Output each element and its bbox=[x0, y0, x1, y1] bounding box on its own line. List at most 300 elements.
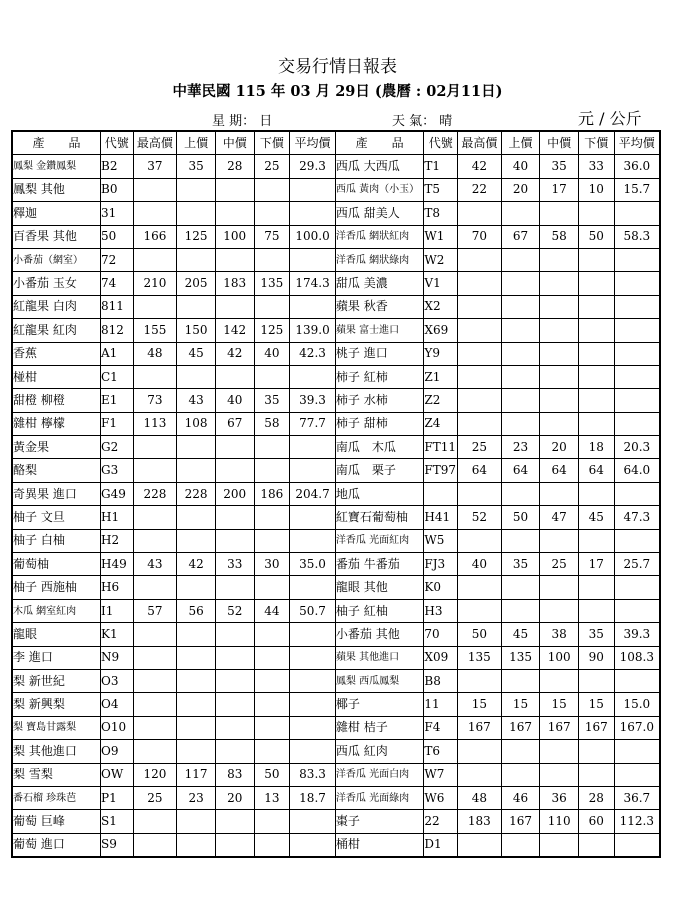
upper-price bbox=[501, 482, 540, 505]
mid-price bbox=[215, 833, 254, 857]
upper-price bbox=[501, 319, 540, 342]
product-code: 812 bbox=[101, 319, 134, 342]
table-row bbox=[12, 178, 660, 201]
upper-price: 15 bbox=[501, 693, 540, 716]
product-name: 木瓜 網室紅肉 bbox=[12, 599, 101, 622]
lower-price bbox=[254, 669, 290, 692]
mid-price: 183 bbox=[215, 272, 254, 295]
product-code: V1 bbox=[424, 272, 458, 295]
max-price bbox=[133, 740, 177, 763]
product-name: 奇異果 進口 bbox=[12, 482, 101, 505]
avg-price: 35.0 bbox=[290, 553, 336, 576]
upper-price bbox=[177, 248, 216, 271]
product-code: H1 bbox=[101, 506, 134, 529]
product-name: 梨 其他進口 bbox=[12, 740, 101, 763]
product-code: S9 bbox=[101, 833, 134, 857]
product-name: 釋迦 bbox=[12, 202, 101, 225]
avg-price: 36.0 bbox=[614, 155, 660, 178]
product-name: 酪梨 bbox=[12, 459, 101, 482]
avg-price bbox=[290, 669, 336, 692]
avg-price: 47.3 bbox=[614, 506, 660, 529]
product-name: 南瓜 木瓜 bbox=[335, 436, 424, 459]
mid-price: 15 bbox=[540, 693, 579, 716]
lower-price bbox=[579, 599, 615, 622]
table-row bbox=[12, 716, 660, 739]
mid-price bbox=[215, 295, 254, 318]
lower-price: 90 bbox=[579, 646, 615, 669]
mid-price bbox=[215, 202, 254, 225]
product-code: T6 bbox=[424, 740, 458, 763]
avg-price bbox=[290, 693, 336, 716]
lower-price: 135 bbox=[254, 272, 290, 295]
column-header-upper-price: 上價 bbox=[501, 131, 540, 155]
avg-price: 167.0 bbox=[614, 716, 660, 739]
mid-price bbox=[215, 248, 254, 271]
max-price: 166 bbox=[133, 225, 177, 248]
product-code: FT97 bbox=[424, 459, 458, 482]
max-price: 25 bbox=[133, 786, 177, 809]
max-price bbox=[457, 202, 501, 225]
max-price: 42 bbox=[457, 155, 501, 178]
product-name: 南瓜 栗子 bbox=[335, 459, 424, 482]
table-row bbox=[12, 225, 660, 248]
max-price: 155 bbox=[133, 319, 177, 342]
mid-price bbox=[215, 810, 254, 833]
table-row bbox=[12, 459, 660, 482]
avg-price: 83.3 bbox=[290, 763, 336, 786]
mid-price bbox=[540, 576, 579, 599]
product-code: E1 bbox=[101, 389, 134, 412]
mid-price bbox=[215, 576, 254, 599]
avg-price bbox=[290, 646, 336, 669]
upper-price bbox=[501, 202, 540, 225]
product-code: H49 bbox=[101, 553, 134, 576]
max-price: 25 bbox=[457, 436, 501, 459]
max-price bbox=[133, 646, 177, 669]
lower-price bbox=[579, 576, 615, 599]
avg-price: 58.3 bbox=[614, 225, 660, 248]
product-code: H41 bbox=[424, 506, 458, 529]
product-code: 50 bbox=[101, 225, 134, 248]
product-name: 葡萄 巨峰 bbox=[12, 810, 101, 833]
mid-price bbox=[540, 272, 579, 295]
upper-price bbox=[501, 295, 540, 318]
mid-price: 200 bbox=[215, 482, 254, 505]
mid-price bbox=[215, 436, 254, 459]
max-price: 37 bbox=[133, 155, 177, 178]
lower-price bbox=[579, 529, 615, 552]
upper-price bbox=[177, 436, 216, 459]
product-name: 百香果 其他 bbox=[12, 225, 101, 248]
avg-price bbox=[290, 529, 336, 552]
avg-price bbox=[614, 763, 660, 786]
product-name: 甜橙 柳橙 bbox=[12, 389, 101, 412]
max-price bbox=[457, 365, 501, 388]
product-name: 椰子 bbox=[335, 693, 424, 716]
avg-price: 50.7 bbox=[290, 599, 336, 622]
lower-price: 33 bbox=[579, 155, 615, 178]
lower-price: 45 bbox=[579, 506, 615, 529]
product-code: H2 bbox=[101, 529, 134, 552]
avg-price bbox=[290, 295, 336, 318]
product-name: 柿子 甜柿 bbox=[335, 412, 424, 435]
upper-price: 35 bbox=[177, 155, 216, 178]
avg-price: 204.7 bbox=[290, 482, 336, 505]
lower-price bbox=[579, 272, 615, 295]
mid-price bbox=[540, 529, 579, 552]
lower-price: 28 bbox=[579, 786, 615, 809]
product-code: P1 bbox=[101, 786, 134, 809]
mid-price bbox=[540, 412, 579, 435]
avg-price bbox=[614, 529, 660, 552]
max-price bbox=[133, 576, 177, 599]
product-name: 西瓜 大西瓜 bbox=[335, 155, 424, 178]
table-row bbox=[12, 272, 660, 295]
upper-price bbox=[501, 576, 540, 599]
upper-price: 45 bbox=[501, 623, 540, 646]
product-name: 龍眼 bbox=[12, 623, 101, 646]
product-code: Z2 bbox=[424, 389, 458, 412]
product-name: 西瓜 紅肉 bbox=[335, 740, 424, 763]
avg-price: 36.7 bbox=[614, 786, 660, 809]
lower-price: 35 bbox=[254, 389, 290, 412]
product-code: W7 bbox=[424, 763, 458, 786]
product-code: T5 bbox=[424, 178, 458, 201]
upper-price: 46 bbox=[501, 786, 540, 809]
mid-price bbox=[540, 763, 579, 786]
column-header-lower-price: 下價 bbox=[254, 131, 290, 155]
product-name: 紅龍果 紅肉 bbox=[12, 319, 101, 342]
upper-price bbox=[177, 202, 216, 225]
product-code: 11 bbox=[424, 693, 458, 716]
column-header-max-price: 最高價 bbox=[457, 131, 501, 155]
lower-price bbox=[254, 178, 290, 201]
upper-price: 23 bbox=[501, 436, 540, 459]
product-name: 洋香瓜 網狀紅肉 bbox=[335, 225, 424, 248]
lower-price: 50 bbox=[254, 763, 290, 786]
max-price: 70 bbox=[457, 225, 501, 248]
max-price bbox=[457, 272, 501, 295]
mid-price: 142 bbox=[215, 319, 254, 342]
upper-price bbox=[177, 740, 216, 763]
table-row bbox=[12, 646, 660, 669]
avg-price: 139.0 bbox=[290, 319, 336, 342]
weather-label: 天 氣： 晴 bbox=[392, 114, 453, 129]
product-name: 鳳梨 其他 bbox=[12, 178, 101, 201]
mid-price bbox=[540, 833, 579, 857]
upper-price: 40 bbox=[501, 155, 540, 178]
mid-price bbox=[540, 389, 579, 412]
product-code: 31 bbox=[101, 202, 134, 225]
product-name: 洋香瓜 光面白肉 bbox=[335, 763, 424, 786]
max-price bbox=[133, 669, 177, 692]
max-price: 210 bbox=[133, 272, 177, 295]
lower-price bbox=[254, 202, 290, 225]
max-price bbox=[133, 436, 177, 459]
avg-price bbox=[290, 436, 336, 459]
mid-price: 17 bbox=[540, 178, 579, 201]
avg-price: 15.7 bbox=[614, 178, 660, 201]
table-row bbox=[12, 389, 660, 412]
max-price bbox=[133, 529, 177, 552]
mid-price bbox=[540, 319, 579, 342]
upper-price bbox=[177, 810, 216, 833]
max-price bbox=[457, 669, 501, 692]
mid-price: 25 bbox=[540, 553, 579, 576]
lower-price: 15 bbox=[579, 693, 615, 716]
avg-price bbox=[290, 248, 336, 271]
table-body bbox=[12, 155, 660, 857]
product-name: 柚子 紅柚 bbox=[335, 599, 424, 622]
product-name: 小番茄 玉女 bbox=[12, 272, 101, 295]
column-header-code: 代號 bbox=[101, 131, 134, 155]
mid-price bbox=[540, 202, 579, 225]
table-row bbox=[12, 740, 660, 763]
table-row bbox=[12, 365, 660, 388]
avg-price: 25.7 bbox=[614, 553, 660, 576]
upper-price: 23 bbox=[177, 786, 216, 809]
product-code: F1 bbox=[101, 412, 134, 435]
product-code: B2 bbox=[101, 155, 134, 178]
mid-price bbox=[540, 248, 579, 271]
table-row bbox=[12, 155, 660, 178]
max-price bbox=[133, 295, 177, 318]
product-code: OW bbox=[101, 763, 134, 786]
lower-price bbox=[254, 506, 290, 529]
upper-price bbox=[177, 529, 216, 552]
upper-price bbox=[501, 389, 540, 412]
mid-price: 167 bbox=[540, 716, 579, 739]
lower-price: 10 bbox=[579, 178, 615, 201]
product-name: 蘋果 秋香 bbox=[335, 295, 424, 318]
product-name: 紅龍果 白肉 bbox=[12, 295, 101, 318]
lower-price: 17 bbox=[579, 553, 615, 576]
mid-price: 67 bbox=[215, 412, 254, 435]
mid-price: 110 bbox=[540, 810, 579, 833]
mid-price bbox=[540, 740, 579, 763]
upper-price bbox=[177, 716, 216, 739]
product-name: 柚子 文旦 bbox=[12, 506, 101, 529]
column-header-max-price: 最高價 bbox=[133, 131, 177, 155]
upper-price: 45 bbox=[177, 342, 216, 365]
lower-price: 64 bbox=[579, 459, 615, 482]
upper-price: 43 bbox=[177, 389, 216, 412]
product-code: K1 bbox=[101, 623, 134, 646]
lower-price bbox=[579, 248, 615, 271]
product-code: W2 bbox=[424, 248, 458, 271]
table-header-row bbox=[12, 131, 660, 155]
upper-price: 42 bbox=[177, 553, 216, 576]
max-price bbox=[133, 365, 177, 388]
product-code: FJ3 bbox=[424, 553, 458, 576]
product-name: 龍眼 其他 bbox=[335, 576, 424, 599]
upper-price: 50 bbox=[501, 506, 540, 529]
lower-price bbox=[254, 295, 290, 318]
product-name: 柚子 西施柚 bbox=[12, 576, 101, 599]
upper-price: 67 bbox=[501, 225, 540, 248]
lower-price: 50 bbox=[579, 225, 615, 248]
product-name: 梨 雪梨 bbox=[12, 763, 101, 786]
lower-price: 13 bbox=[254, 786, 290, 809]
product-code: S1 bbox=[101, 810, 134, 833]
upper-price bbox=[501, 248, 540, 271]
lower-price bbox=[254, 693, 290, 716]
product-code: W5 bbox=[424, 529, 458, 552]
upper-price bbox=[501, 365, 540, 388]
lower-price bbox=[254, 740, 290, 763]
avg-price bbox=[614, 740, 660, 763]
upper-price bbox=[177, 576, 216, 599]
mid-price bbox=[215, 365, 254, 388]
product-name: 黃金果 bbox=[12, 436, 101, 459]
avg-price bbox=[290, 740, 336, 763]
product-name: 洋香瓜 光面紅肉 bbox=[335, 529, 424, 552]
upper-price bbox=[501, 669, 540, 692]
mid-price: 20 bbox=[540, 436, 579, 459]
table-row bbox=[12, 553, 660, 576]
table-row bbox=[12, 248, 660, 271]
report-title: 交易行情日報表 bbox=[278, 57, 397, 77]
avg-price bbox=[614, 669, 660, 692]
lower-price bbox=[254, 365, 290, 388]
product-code: F4 bbox=[424, 716, 458, 739]
upper-price: 167 bbox=[501, 716, 540, 739]
mid-price bbox=[215, 506, 254, 529]
max-price bbox=[133, 459, 177, 482]
upper-price bbox=[177, 646, 216, 669]
mid-price: 64 bbox=[540, 459, 579, 482]
mid-price: 38 bbox=[540, 623, 579, 646]
product-name: 梨 新世紀 bbox=[12, 669, 101, 692]
product-code: X69 bbox=[424, 319, 458, 342]
product-name: 葡萄柚 bbox=[12, 553, 101, 576]
mid-price: 36 bbox=[540, 786, 579, 809]
max-price: 48 bbox=[457, 786, 501, 809]
product-code: K0 bbox=[424, 576, 458, 599]
product-code: X2 bbox=[424, 295, 458, 318]
max-price: 183 bbox=[457, 810, 501, 833]
avg-price bbox=[290, 178, 336, 201]
mid-price: 100 bbox=[215, 225, 254, 248]
product-name: 紅寶石葡萄柚 bbox=[335, 506, 424, 529]
upper-price bbox=[501, 342, 540, 365]
lower-price bbox=[579, 319, 615, 342]
product-code: G3 bbox=[101, 459, 134, 482]
mid-price: 35 bbox=[540, 155, 579, 178]
product-name: 洋香瓜 網狀綠肉 bbox=[335, 248, 424, 271]
avg-price bbox=[614, 389, 660, 412]
product-name: 柚子 白柚 bbox=[12, 529, 101, 552]
lower-price bbox=[579, 763, 615, 786]
avg-price bbox=[290, 459, 336, 482]
lower-price bbox=[579, 202, 615, 225]
avg-price: 77.7 bbox=[290, 412, 336, 435]
lower-price: 125 bbox=[254, 319, 290, 342]
lower-price: 186 bbox=[254, 482, 290, 505]
avg-price bbox=[614, 295, 660, 318]
max-price bbox=[133, 693, 177, 716]
avg-price: 39.3 bbox=[290, 389, 336, 412]
max-price: 15 bbox=[457, 693, 501, 716]
max-price: 228 bbox=[133, 482, 177, 505]
lower-price bbox=[254, 459, 290, 482]
product-code: W1 bbox=[424, 225, 458, 248]
product-name: 蘋果 其他進口 bbox=[335, 646, 424, 669]
upper-price bbox=[501, 412, 540, 435]
avg-price bbox=[614, 342, 660, 365]
table-row bbox=[12, 319, 660, 342]
lower-price bbox=[579, 295, 615, 318]
product-name: 甜瓜 美濃 bbox=[335, 272, 424, 295]
column-header-lower-price: 下價 bbox=[579, 131, 615, 155]
mid-price bbox=[540, 365, 579, 388]
max-price bbox=[457, 529, 501, 552]
column-header-mid-price: 中價 bbox=[215, 131, 254, 155]
product-name: 西瓜 甜美人 bbox=[335, 202, 424, 225]
avg-price: 20.3 bbox=[614, 436, 660, 459]
avg-price bbox=[614, 412, 660, 435]
lower-price bbox=[579, 740, 615, 763]
mid-price bbox=[215, 623, 254, 646]
product-name: 香蕉 bbox=[12, 342, 101, 365]
product-code: D1 bbox=[424, 833, 458, 857]
table-row bbox=[12, 202, 660, 225]
upper-price bbox=[501, 763, 540, 786]
mid-price bbox=[540, 482, 579, 505]
product-name: 西瓜 黃肉（小玉） bbox=[335, 178, 424, 201]
mid-price bbox=[215, 178, 254, 201]
avg-price bbox=[614, 202, 660, 225]
max-price bbox=[457, 833, 501, 857]
mid-price bbox=[215, 529, 254, 552]
table-row bbox=[12, 295, 660, 318]
upper-price: 150 bbox=[177, 319, 216, 342]
avg-price: 18.7 bbox=[290, 786, 336, 809]
product-name: 柿子 紅柿 bbox=[335, 365, 424, 388]
table-row bbox=[12, 693, 660, 716]
max-price: 167 bbox=[457, 716, 501, 739]
mid-price bbox=[215, 740, 254, 763]
column-header-code: 代號 bbox=[424, 131, 458, 155]
product-code: 22 bbox=[424, 810, 458, 833]
max-price bbox=[133, 506, 177, 529]
table-row bbox=[12, 506, 660, 529]
product-name: 鳳梨 金鑽鳳梨 bbox=[12, 155, 101, 178]
avg-price: 39.3 bbox=[614, 623, 660, 646]
lower-price bbox=[579, 482, 615, 505]
avg-price bbox=[290, 810, 336, 833]
mid-price: 83 bbox=[215, 763, 254, 786]
table-row bbox=[12, 412, 660, 435]
upper-price: 35 bbox=[501, 553, 540, 576]
upper-price: 20 bbox=[501, 178, 540, 201]
table-row bbox=[12, 623, 660, 646]
upper-price: 167 bbox=[501, 810, 540, 833]
avg-price bbox=[614, 272, 660, 295]
product-code: O4 bbox=[101, 693, 134, 716]
lower-price bbox=[579, 342, 615, 365]
avg-price bbox=[290, 716, 336, 739]
avg-price: 112.3 bbox=[614, 810, 660, 833]
avg-price bbox=[614, 365, 660, 388]
avg-price bbox=[290, 202, 336, 225]
column-header-avg-price: 平均價 bbox=[290, 131, 336, 155]
upper-price bbox=[177, 295, 216, 318]
mid-price: 100 bbox=[540, 646, 579, 669]
product-code: X09 bbox=[424, 646, 458, 669]
max-price bbox=[457, 319, 501, 342]
product-code: 74 bbox=[101, 272, 134, 295]
